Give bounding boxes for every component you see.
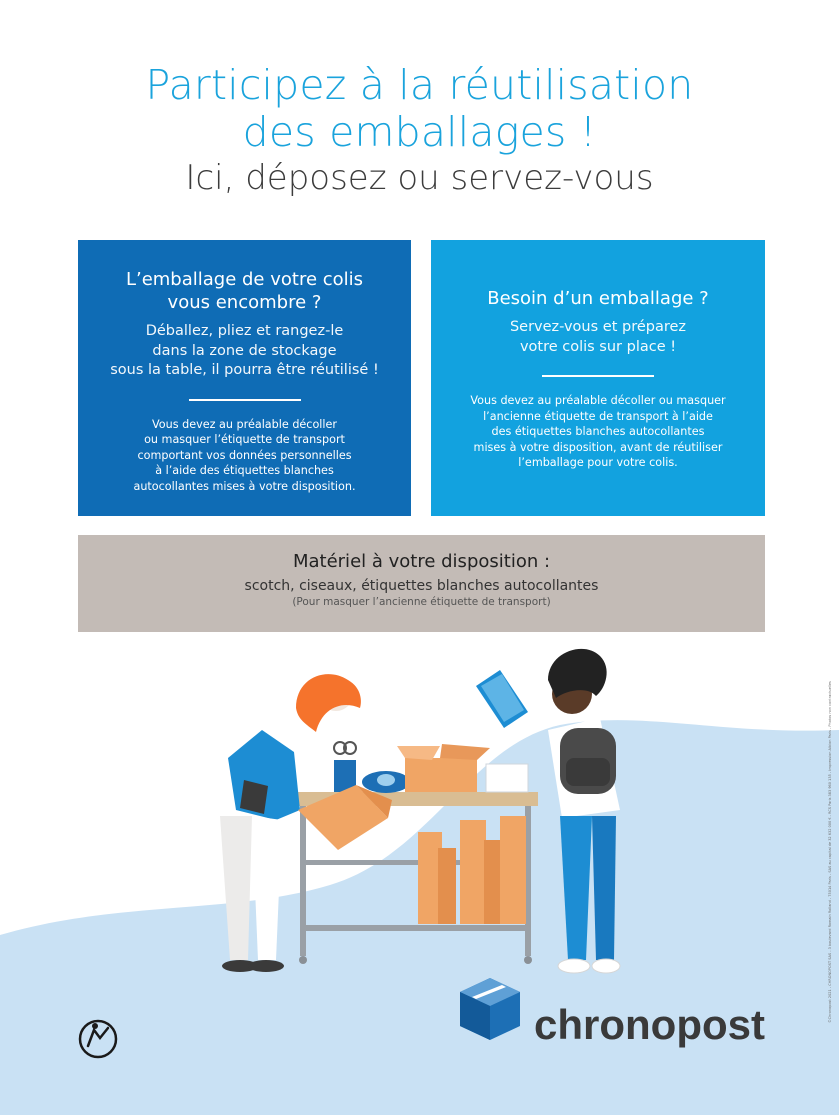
unpack-note-line-2: ou masquer l’étiquette de transport xyxy=(144,433,345,446)
title-line-2: des emballages ! xyxy=(242,108,597,156)
materials-list: scotch, ciseaux, étiquettes blanches autocollantes xyxy=(244,578,599,594)
divider xyxy=(189,399,301,401)
legal-credits-text: ©Chronopost 2021 - CHRONOPOST SAS - 3 boulevard Romain Rolland - 75014 Paris - SAS au capital de 32 632 000 € - RCS Paris 383 960 135 - Impression Albion Paris - Photos non contractuelles xyxy=(828,681,832,1023)
unpack-lead-line-2: dans la zone de stockage xyxy=(152,342,337,359)
subtitle: Ici, déposez ou servez-vous xyxy=(185,158,654,198)
materials-heading: Matériel à votre disposition : xyxy=(292,551,551,572)
unpack-lead-line-3: sous la table, il pourra être réutilisé ! xyxy=(110,362,379,378)
unpack-heading-line-1: L’emballage de votre colis xyxy=(125,269,364,290)
need-note-line-2: l’ancienne étiquette de transport à l’aide xyxy=(483,409,713,423)
brand-name: chronopost xyxy=(534,1001,765,1048)
divider xyxy=(542,375,654,377)
materials-banner xyxy=(78,535,765,632)
need-lead-line-1: Servez-vous et préparez xyxy=(509,319,687,335)
need-lead-line-2: votre colis sur place ! xyxy=(519,338,677,355)
unpack-heading-line-2: vous encombre ? xyxy=(167,292,322,313)
need-packaging-lead xyxy=(445,318,751,357)
materials-note: (Pour masquer l’ancienne étiquette de transport) xyxy=(292,596,551,608)
unpack-note-line-4: à l’aide des étiquettes blanches xyxy=(155,464,334,477)
table-items xyxy=(334,742,528,793)
need-note-line-5: l’emballage pour votre colis. xyxy=(518,456,678,469)
need-packaging-note xyxy=(445,393,751,471)
need-packaging-heading: Besoin d’un emballage ? xyxy=(487,288,709,309)
illustration-scene xyxy=(0,640,839,1115)
need-packaging-box xyxy=(431,240,765,516)
unpack-note xyxy=(92,417,397,495)
need-note-line-3: des étiquettes blanches autocollantes xyxy=(491,425,705,438)
unpack-lead-line-1: Déballez, pliez et rangez-le xyxy=(145,323,344,339)
unpack-note-line-3: comportant vos données personnelles xyxy=(137,448,352,462)
unpack-heading xyxy=(92,268,397,314)
unpack-note-line-1: Vous devez au préalable décoller xyxy=(151,417,337,431)
unpack-note-line-5: autocollantes mises à votre disposition. xyxy=(133,479,356,493)
header xyxy=(0,62,839,200)
need-note-line-1: Vous devez au préalable décoller ou masquer xyxy=(470,394,726,407)
need-note-line-4: mises à votre disposition, avant de réutiliser xyxy=(473,440,723,454)
unpack-info-box xyxy=(78,240,411,516)
legal-credits xyxy=(820,640,830,1080)
unpack-lead xyxy=(92,322,397,381)
title-line-1: Participez à la réutilisation xyxy=(145,61,694,109)
stored-boxes xyxy=(418,816,526,924)
